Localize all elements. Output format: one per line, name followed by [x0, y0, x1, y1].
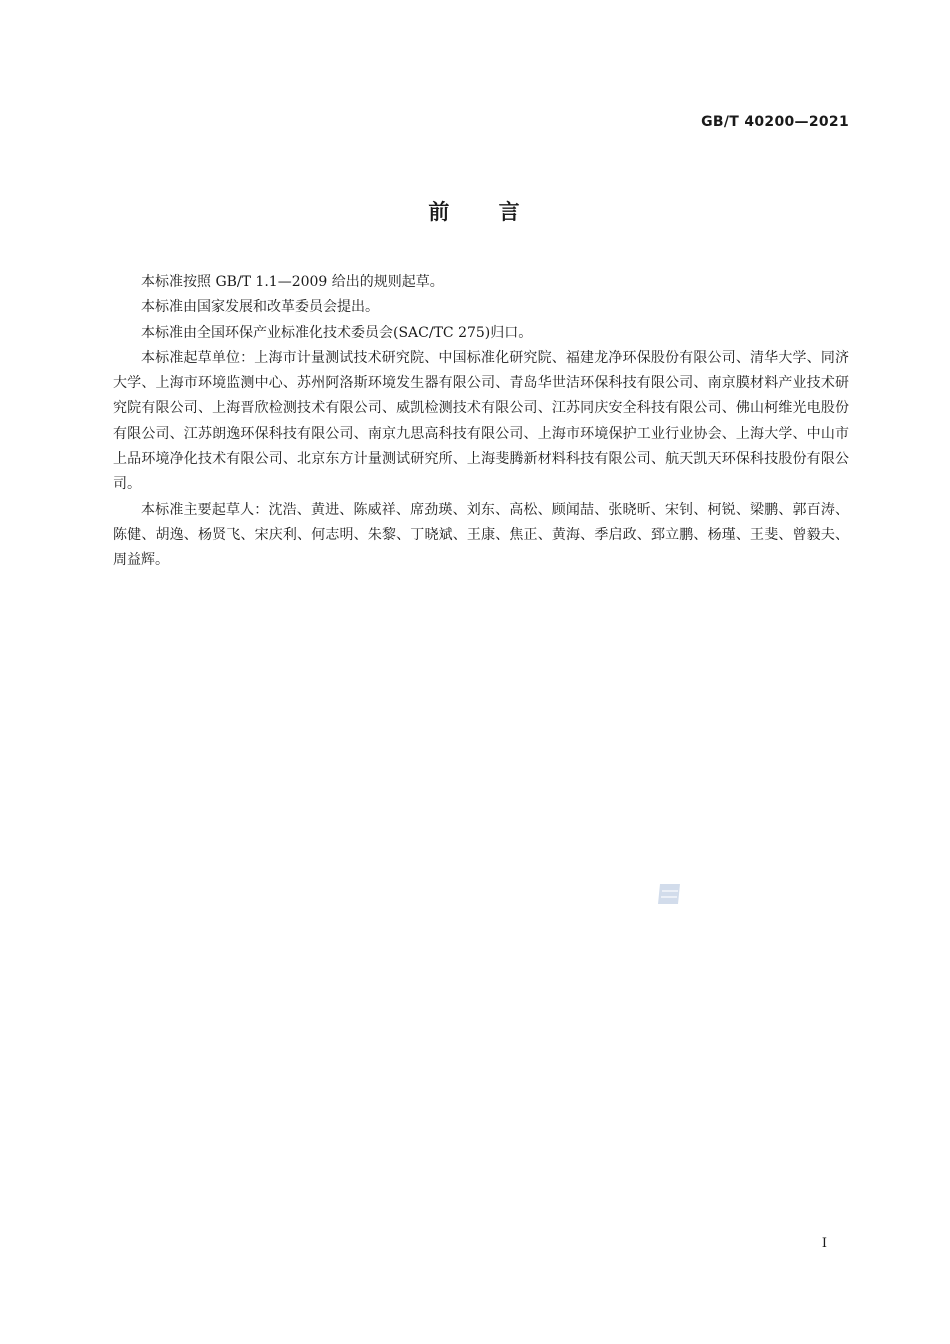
paragraph-drafting-organizations: 本标准起草单位：上海市计量测试技术研究院、中国标准化研究院、福建龙净环保股份有限公司、清华大学、同济大学、上海市环境监测中心、苏州阿洛斯环境发生器有限公司、青岛华世洁环保科技有限公司、南京膜材料产业技术研究院有限公司、上海晋欣检测技术有限公司、威凯检测技术有限公司、江苏同庆安全科技有限公司、佛山柯维光电股份有限公司、江苏朗逸环保科技有限公司、南京九思高科技有限公司、上海市环境保护工业行业协会、上海大学、中山市上品环境净化技术有限公司、北京东方计量测试研究所、上海斐腾新材料科技有限公司、航天凯天环保科技股份有限公司。 [113, 349, 849, 493]
paragraph-centralized-unit: 本标准由全国环保产业标准化技术委员会(SAC/TC 275)归口。 [141, 324, 533, 341]
paragraph-main-drafters: 本标准主要起草人：沈浩、黄进、陈威祥、席劲瑛、刘东、高松、顾闻喆、张晓昕、宋钊、柯锐、梁鹏、郭百涛、陈健、胡逸、杨贤飞、宋庆利、何志明、朱黎、丁晓斌、王康、焦正、黄海、季启政、郅立鹏、杨瑾、王斐、曾毅夫、周益辉。 [113, 501, 849, 569]
page-title: 前 言 [428, 200, 522, 224]
page-number: I [821, 1236, 827, 1251]
paragraph-proposer: 本标准由国家发展和改革委员会提出。 [141, 299, 379, 316]
standard-code: GB/T 40200—2021 [701, 114, 849, 130]
paragraph-drafting-rules: 本标准按照 GB/T 1.1—2009 给出的规则起草。 [141, 274, 444, 290]
sac-watermark-logo [656, 882, 682, 906]
foreword-body [113, 270, 849, 574]
